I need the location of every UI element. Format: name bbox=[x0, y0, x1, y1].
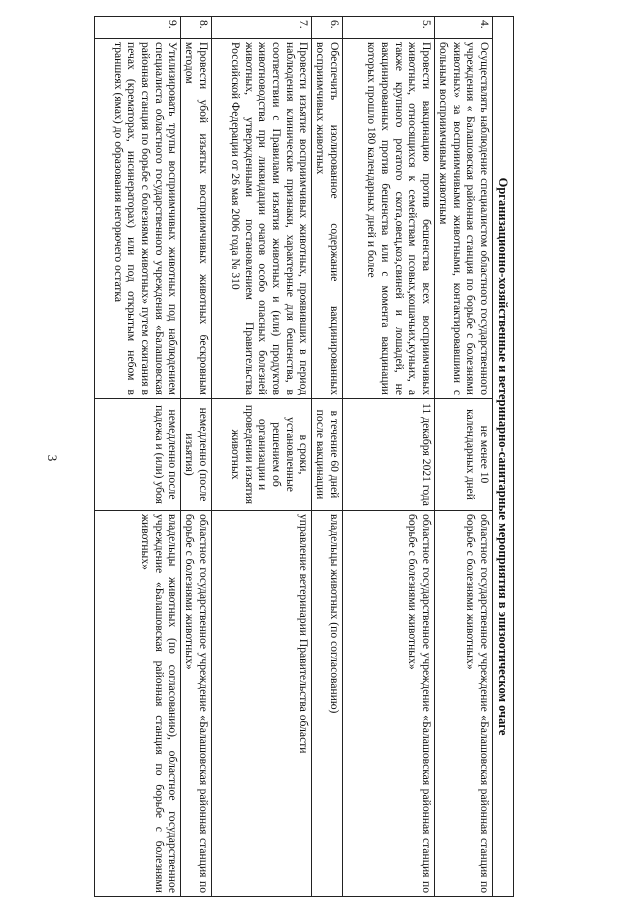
section-header-row bbox=[493, 17, 514, 897]
table-row bbox=[211, 17, 311, 897]
table-row bbox=[95, 17, 181, 897]
row-term: немедленно (после изъятия) bbox=[181, 399, 211, 511]
row-responsible: владельцы животных (по согласованию), областное государственное учреждение «Балашовская районная станция по борьбе с болезнями животных» bbox=[95, 511, 181, 897]
row-action: Обеспечить изолированное содержание вакцинированных восприимчивых животных bbox=[312, 39, 342, 399]
row-term: 11 декабря 2021 года bbox=[342, 399, 434, 511]
section-title: Организационно-хозяйственные и ветеринарно-санитарные мероприятия в эпизоотическом очаге bbox=[493, 17, 514, 897]
row-action: Провести вакцинацию против бешенства всех восприимчивых животных, относящихся к семействам псовых,кошачьих,куньих, а также крупного рогатого скота,овец,коз,свиней и лошадей, не вакцинированных против бешенства или с момента вакцинации которых прошло 180 календарных дней и более bbox=[342, 39, 434, 399]
row-number: 9. bbox=[95, 17, 181, 39]
row-responsible: областное государственное учреждение «Балашовская районная станция по борьбе с болезнями животных» bbox=[181, 511, 211, 897]
rotated-sheet bbox=[94, 16, 514, 896]
row-number: 6. bbox=[312, 17, 342, 39]
row-number: 5. bbox=[342, 17, 434, 39]
row-term: не менее 10 календарных дней bbox=[435, 399, 493, 511]
row-number: 8. bbox=[181, 17, 211, 39]
row-responsible: владельцы животных (по согласованию) bbox=[312, 511, 342, 897]
row-action: Осуществлять наблюдение специалистом областного государственного учреждения « Балашовская районная станция по борьбе с болезнями животных» за восприимчивыми животными, контактировавшими с больным восприимчивым животным bbox=[435, 39, 493, 399]
row-term: в течение 60 дней после вакцинации bbox=[312, 399, 342, 511]
table-row bbox=[342, 17, 434, 897]
row-responsible: областное государственное учреждение «Балашовская районная станция по борьбе с болезнями животных» bbox=[435, 511, 493, 897]
row-action: Провести убой изъятых восприимчивых животных бескровным методом bbox=[181, 39, 211, 399]
row-responsible: областное государственное учреждение «Балашовская районная станция по борьбе с болезнями животных» bbox=[342, 511, 434, 897]
row-action: Утилизировать трупы восприимчивых животных под наблюдением специалиста областного государственного учреждения «Балашовская районная станция по борьбе с болезнями животных» путем сжигания в печах (крематорах, инсинераторах) или под открытым небом в траншеях (ямах) до образования негорючего остатка bbox=[95, 39, 181, 399]
page-number: 3 bbox=[45, 454, 60, 462]
row-number: 7. bbox=[211, 17, 311, 39]
row-action: Провести изъятие восприимчивых животных, проявивших в период наблюдения клинические признаки, характерные для бешенства, в соответствии с Правилами изъятия животных и (или) продуктов животноводства при ликвидации очагов особо опасных болезней животных, утвержденными постановлением Правительства Российской Федерации от 26 мая 2006 года № 310 bbox=[211, 39, 311, 399]
row-number: 4. bbox=[435, 17, 493, 39]
row-term: немедленно после падежа и (или) убоя bbox=[95, 399, 181, 511]
row-responsible: управление ветеринарии Правительства области bbox=[211, 511, 311, 897]
table-row bbox=[312, 17, 342, 897]
table-row bbox=[181, 17, 211, 897]
measures-table bbox=[94, 16, 514, 897]
row-term: в сроки, установленные решением об организации и проведении изъятия животных bbox=[211, 399, 311, 511]
table-row bbox=[435, 17, 493, 897]
